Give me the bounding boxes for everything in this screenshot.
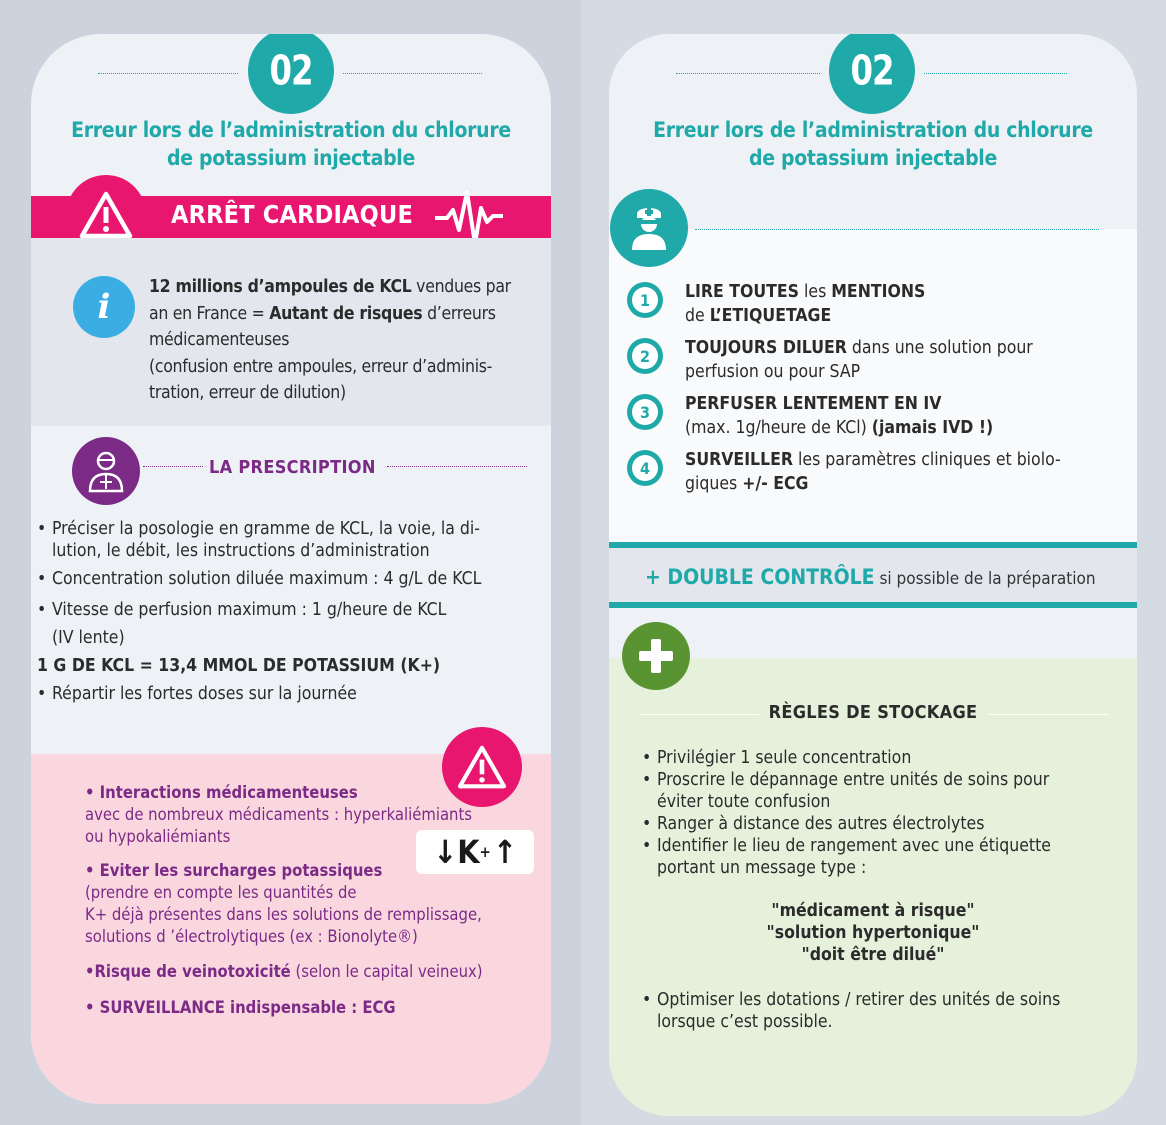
storage-heading: RÈGLES DE STOCKAGE	[768, 702, 978, 723]
list-item: • Préciser la posologie en gramme de KCL, la voie, la di- lution, le débit, les instructions d’administration	[37, 518, 537, 562]
list-item: • Vitesse de perfusion maximum : 1 g/heure de KCL (IV lente)	[37, 596, 537, 652]
step-number: 4	[627, 450, 663, 486]
page-title: Erreur lors de l’administration du chlorure de potassium injectable	[71, 118, 511, 170]
kcl-equivalence: 1 G DE KCL = 13,4 MMOL DE POTASSIUM (K+)	[37, 656, 441, 676]
right-card: 02 Erreur lors de l’administration du chlorure de potassium injectable 1 LIRE TOUTES les MENTIONS de L’ETIQUETAGE 2 TOUJOURS DILUER dans une solution pour perfusion ou pour SAP 3 PERFUSER LENTEMENT EN IV (max. 1g/heure de KCl) (jamais IVD !) 4 SURVEILLER les paramètres cliniques et biolo- giques +/- ECG + DOUBLE CONTRÔLE si possible de la préparation RÈGLES DE STOCKAGE • Privilégier 1 seule concentration • Proscrire le dépannage entre unités de soins pour éviter toute confusion • Ranger à distance des autres électrolytes • Identifier le lieu de rangement avec une étiquette portant un message type : "médicament à risque" "solution hypertonique" "doit être dilué" • Optimiser les dotations / retirer des unités de soins lorsque c’est possible.	[609, 34, 1137, 1116]
list-item: • Ranger à distance des autres électrolytes	[642, 813, 1112, 835]
list-item: • Optimiser les dotations / retirer des unités de soins lorsque c’est possible.	[642, 989, 1112, 1033]
prescription-list	[37, 518, 537, 705]
step-number: 3	[627, 394, 663, 430]
title-rule-left	[676, 73, 822, 74]
info-icon: i	[73, 276, 135, 338]
list-item: • Privilégier 1 seule concentration	[642, 747, 1112, 769]
list-item: • Concentration solution diluée maximum : 4 g/L de KCL	[37, 568, 537, 590]
alert-label: ARRÊT CARDIAQUE	[171, 200, 414, 229]
left-card	[31, 34, 551, 1104]
prescription-heading: LA PRESCRIPTION	[209, 457, 376, 478]
step-badge: 02	[248, 34, 334, 114]
potassium-badge: ↓ K + ↑	[416, 830, 534, 874]
info-text: 12 millions d’ampoules de KCL vendues par an en France = Autant de risques d’erreurs médicamenteuses (confusion entre ampoules, erreur d’adminis- tration, erreur de dilution)	[149, 277, 511, 403]
warnings-list: • Interactions médicamenteuses avec de nombreux médicaments : hyperkaliémiants ou hypokaliémiants • Eviter les surcharges potassiques (prendre en compte les quantités de K+ déjà présentes dans les solutions de remplissage, solutions d ’électrolytiques (ex : Bionolyte®) •Risque de veinotoxicité (selon le capital veineux) • SURVEILLANCE indispensable : ECG	[85, 783, 483, 1017]
prescription-rule-left	[143, 466, 203, 467]
prescription-rule-right	[387, 466, 527, 467]
step-number: 1	[627, 282, 663, 318]
storage-section	[609, 658, 1137, 1116]
title-rule-right	[336, 73, 482, 74]
doctor-icon	[72, 437, 140, 505]
title-rule-right	[924, 73, 1067, 74]
list-item: • Identifier le lieu de rangement avec une étiquette portant un message type :	[642, 835, 1112, 879]
double-control-text: + DOUBLE CONTRÔLE si possible de la préparation	[645, 565, 1096, 589]
list-item: • Proscrire le dépannage entre unités de soins pour éviter toute confusion	[642, 769, 1112, 813]
nurse-icon	[610, 189, 688, 267]
step-number: 2	[627, 338, 663, 374]
nurse-rule	[695, 229, 1099, 230]
list-item: • Répartir les fortes doses sur la journée	[37, 683, 537, 705]
page-title: Erreur lors de l’administration du chlorure de potassium injectable	[653, 118, 1093, 170]
storage-list	[642, 747, 1112, 879]
step-badge: 02	[829, 34, 915, 114]
label-message-examples: "médicament à risque" "solution hypertonique" "doit être dilué"	[766, 901, 980, 965]
title-rule-left	[98, 73, 238, 74]
plus-icon	[622, 622, 690, 690]
